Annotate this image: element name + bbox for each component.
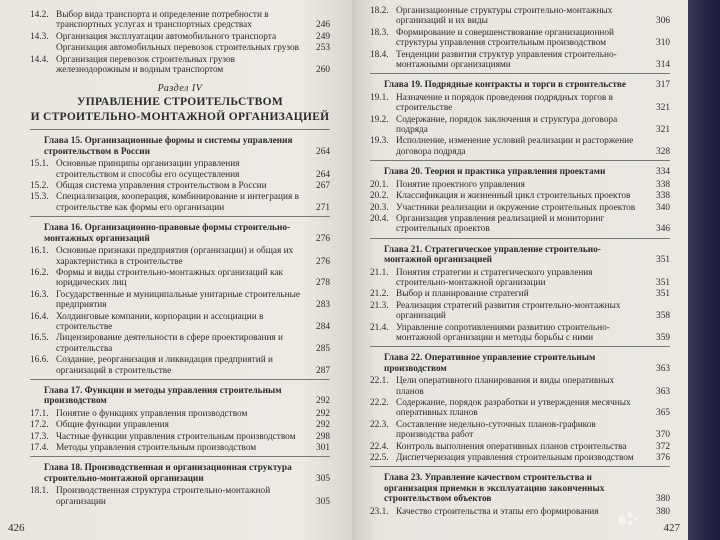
chapter-heading bbox=[30, 463, 330, 484]
entry-page-number: 284 bbox=[316, 321, 330, 332]
entry-page-number: 246 bbox=[316, 20, 330, 31]
entry-page-number: 314 bbox=[656, 60, 670, 71]
entry-page-number: 321 bbox=[656, 103, 670, 114]
chapter-heading bbox=[370, 167, 670, 177]
entry-page-number: 351 bbox=[656, 277, 670, 288]
entry-page-number: 292 bbox=[316, 396, 330, 407]
entry-title: Общая система управления строительством в России bbox=[56, 181, 267, 192]
toc-entry bbox=[30, 246, 330, 267]
toc-entry bbox=[30, 10, 330, 31]
toc-entry bbox=[370, 203, 670, 213]
toc-entry bbox=[30, 409, 330, 419]
entry-number: 17.3. bbox=[30, 431, 49, 442]
entry-title: Классификация и жизненный цикл строительных проектов bbox=[396, 191, 631, 202]
chapter-title: Глава 21. Стратегическое управление строительно-монтажной организацией bbox=[384, 244, 601, 266]
entry-page-number: 278 bbox=[316, 278, 330, 289]
section-heading bbox=[30, 83, 330, 123]
chapter-heading bbox=[370, 473, 670, 504]
toc-entry bbox=[370, 268, 670, 289]
entry-page-number: 338 bbox=[656, 179, 670, 190]
entry-title: Диспетчеризация управления строительным производством bbox=[396, 453, 634, 464]
entry-title: Основные принципы организации управления строительством и способы его осуществления bbox=[56, 159, 240, 180]
entry-number: 19.3. bbox=[370, 136, 389, 147]
chapter-title: Глава 18. Производственная и организационная структура строительно-монтажной организации bbox=[44, 463, 292, 484]
entry-page-number: 305 bbox=[316, 473, 330, 484]
right-toc-column bbox=[370, 6, 670, 518]
left-chapters bbox=[30, 129, 330, 507]
entry-page-number: 359 bbox=[656, 332, 670, 343]
entry-number: 20.3. bbox=[370, 202, 389, 213]
chapter-title: Глава 20. Теория и практика управления проектами bbox=[384, 167, 606, 178]
toc-entry bbox=[370, 191, 670, 201]
entry-title: Реализация стратегий развития строительно-монтажных организаций bbox=[396, 300, 621, 322]
toc-entry bbox=[370, 6, 670, 27]
entry-number: 19.2. bbox=[370, 114, 389, 125]
entry-title: Понятие о функциях управления производством bbox=[56, 408, 248, 419]
entry-title: Управление сопротивлениями развитию строительно-монтажной организации и методы борьбы с ними bbox=[396, 322, 610, 343]
right-chapters bbox=[370, 73, 670, 517]
entry-page-number: 283 bbox=[316, 300, 330, 311]
entry-page-number: 346 bbox=[656, 224, 670, 235]
entry-page-number: 306 bbox=[656, 16, 670, 27]
entry-page-number: 298 bbox=[316, 431, 330, 442]
toc-entry bbox=[30, 355, 330, 376]
entry-number: 22.5. bbox=[370, 453, 389, 464]
entry-page-number: 365 bbox=[656, 408, 670, 419]
entry-page-number: 260 bbox=[316, 65, 330, 76]
entry-title: Выбор вида транспорта и определение потребности в транспортных услугах и транспортных средствах bbox=[56, 10, 269, 31]
toc-entry bbox=[370, 376, 670, 397]
entry-page-number: 285 bbox=[316, 343, 330, 354]
chapter-divider bbox=[30, 379, 330, 380]
right-page bbox=[352, 0, 688, 540]
entry-title: Понятие проектного управления bbox=[396, 179, 525, 190]
entry-page-number: 305 bbox=[316, 496, 330, 507]
entry-number: 16.1. bbox=[30, 246, 49, 257]
chapter-divider bbox=[370, 160, 670, 161]
entry-page-number: 267 bbox=[316, 181, 330, 192]
entry-title: Общие функции управления bbox=[56, 420, 169, 431]
entry-title: Формирование и совершенствование организационной структуры управления строительным производством bbox=[396, 27, 615, 49]
entry-number: 19.1. bbox=[370, 92, 389, 103]
entry-page-number: 363 bbox=[656, 363, 670, 374]
entry-page-number: 358 bbox=[656, 311, 670, 322]
entry-number: 21.3. bbox=[370, 300, 389, 311]
section-title-line2: И СТРОИТЕЛЬНО-МОНТАЖНОЙ ОРГАНИЗАЦИЕЙ bbox=[30, 110, 330, 123]
entry-page-number: 363 bbox=[656, 386, 670, 397]
toc-entry bbox=[370, 442, 670, 452]
entry-page-number: 328 bbox=[656, 146, 670, 157]
entry-number: 15.3. bbox=[30, 192, 49, 203]
right-top-entries bbox=[370, 6, 670, 70]
entry-number: 15.1. bbox=[30, 159, 49, 170]
entry-page-number: 310 bbox=[656, 38, 670, 49]
entry-title: Создание, реорганизация и ликвидация предприятий и организаций в строительстве bbox=[56, 355, 273, 376]
entry-number: 18.2. bbox=[370, 6, 389, 16]
entry-title: Участники реализации и окружение строительных проектов bbox=[396, 202, 636, 213]
entry-number: 20.2. bbox=[370, 191, 389, 202]
chapter-heading bbox=[30, 136, 330, 157]
entry-title: Назначение и порядок проведения подрядных торгов в строительстве bbox=[396, 92, 614, 114]
entry-number: 21.1. bbox=[370, 267, 389, 278]
toc-entry bbox=[370, 398, 670, 419]
entry-page-number: 264 bbox=[316, 169, 330, 180]
chapter-divider bbox=[30, 216, 330, 217]
entry-title: Составление недельно-суточных планов-графиков производства работ bbox=[396, 419, 596, 441]
entry-number: 18.4. bbox=[370, 49, 389, 60]
toc-entry bbox=[370, 301, 670, 322]
entry-page-number: 317 bbox=[656, 80, 670, 91]
entry-page-number: 253 bbox=[316, 43, 330, 54]
entry-title: Качество строительства и этапы его формирования bbox=[396, 506, 599, 517]
entry-title: Организация эксплуатации автомобильного транспорта bbox=[56, 31, 277, 42]
entry-number: 18.3. bbox=[370, 27, 389, 38]
entry-page-number: 380 bbox=[656, 494, 670, 505]
entry-page-number: 351 bbox=[656, 255, 670, 266]
chapter-title: Глава 16. Организационно-правовые формы строительно-монтажных организаций bbox=[44, 223, 291, 244]
toc-entry bbox=[370, 50, 670, 71]
entry-title: Лицензирование деятельности в сфере проектирования и строительства bbox=[56, 333, 284, 354]
toc-entry bbox=[370, 289, 670, 299]
chapter-divider bbox=[370, 73, 670, 74]
chapter-divider bbox=[30, 456, 330, 457]
entry-number: 15.2. bbox=[30, 181, 49, 192]
toc-entry bbox=[370, 136, 670, 157]
entry-page-number: 380 bbox=[656, 506, 670, 517]
toc-entry bbox=[30, 43, 330, 53]
entry-title: Специализация, кооперация, комбинирование и интеграция в строительстве как формы его организации bbox=[56, 192, 299, 213]
entry-number: 16.3. bbox=[30, 289, 49, 300]
entry-page-number: 292 bbox=[316, 408, 330, 419]
toc-entry bbox=[370, 115, 670, 136]
entry-number: 14.2. bbox=[30, 10, 49, 20]
chapter-title: Глава 17. Функции и методы управления строительным производством bbox=[44, 385, 282, 407]
entry-title: Холдинговые компании, корпорации и ассоциации в строительстве bbox=[56, 311, 264, 332]
toc-entry bbox=[30, 181, 330, 191]
toc-entry bbox=[30, 290, 330, 311]
entry-number: 17.2. bbox=[30, 420, 49, 431]
section-label: Раздел IV bbox=[157, 83, 203, 95]
toc-entry bbox=[30, 312, 330, 333]
entry-title: Государственные и муниципальные унитарные строительные предприятия bbox=[56, 289, 300, 311]
entry-page-number: 338 bbox=[656, 191, 670, 202]
entry-title: Основные признаки предприятия (организации) и общая их характеристика в строительстве bbox=[56, 246, 294, 267]
entry-page-number: 321 bbox=[656, 125, 670, 136]
toc-entry bbox=[30, 443, 330, 453]
chapter-divider bbox=[370, 346, 670, 347]
entry-page-number: 264 bbox=[316, 146, 330, 157]
entry-number: 22.3. bbox=[370, 419, 389, 430]
entry-page-number: 370 bbox=[656, 430, 670, 441]
entry-page-number: 376 bbox=[656, 453, 670, 464]
chapter-divider bbox=[370, 466, 670, 467]
toc-entry bbox=[370, 214, 670, 235]
page-number-right: 427 bbox=[663, 522, 680, 534]
entry-title: Организационные структуры строительно-монтажных организаций и их виды bbox=[396, 6, 613, 27]
book-cover-edge bbox=[688, 0, 720, 540]
entry-number: 17.4. bbox=[30, 443, 49, 453]
toc-entry bbox=[370, 93, 670, 114]
entry-number: 23.1. bbox=[370, 506, 389, 517]
entry-number: 18.1. bbox=[30, 486, 49, 497]
page-number-left: 426 bbox=[8, 522, 25, 534]
entry-number: 17.1. bbox=[30, 408, 49, 419]
chapter-title: Глава 15. Организационные формы и системы управления строительством в России bbox=[44, 136, 293, 157]
entry-title: Понятия стратегии и стратегического управления строительно-монтажной организации bbox=[396, 267, 593, 288]
entry-number: 16.5. bbox=[30, 333, 49, 344]
toc-entry bbox=[30, 432, 330, 442]
entry-page-number: 276 bbox=[316, 233, 330, 244]
entry-title: Исполнение, изменение условий реализации и расторжение договора подряда bbox=[396, 136, 634, 157]
left-toc-column bbox=[30, 10, 330, 508]
entry-title: Выбор и планирование стратегий bbox=[396, 289, 529, 300]
entry-title: Частные функции управления строительным производством bbox=[56, 431, 296, 442]
entry-title: Тенденции развития структур управления строительно-монтажными организациями bbox=[396, 49, 617, 71]
chapter-heading bbox=[370, 245, 670, 266]
entry-page-number: 351 bbox=[656, 289, 670, 300]
toc-entry bbox=[370, 453, 670, 463]
toc-entry bbox=[370, 180, 670, 190]
entry-page-number: 249 bbox=[316, 31, 330, 42]
toc-entry bbox=[30, 159, 330, 180]
toc-entry bbox=[370, 420, 670, 441]
entry-number: 20.1. bbox=[370, 179, 389, 190]
entry-title: Формы и виды строительно-монтажных организаций как юридических лиц bbox=[56, 267, 283, 289]
entry-page-number: 271 bbox=[316, 202, 330, 213]
section-title-line1: УПРАВЛЕНИЕ СТРОИТЕЛЬСТВОМ bbox=[77, 96, 283, 109]
entry-number: 16.2. bbox=[30, 267, 49, 278]
entry-page-number: 276 bbox=[316, 256, 330, 267]
left-page bbox=[0, 0, 352, 540]
entry-title: Организация перевозок строительных грузов железнодорожным и водным транспортом bbox=[56, 54, 236, 76]
entry-title: Производственная структура строительно-монтажной организации bbox=[56, 486, 271, 507]
entry-page-number: 287 bbox=[316, 365, 330, 376]
entry-number: 22.1. bbox=[370, 376, 389, 387]
entry-number: 22.4. bbox=[370, 441, 389, 452]
toc-entry bbox=[30, 268, 330, 289]
entry-title: Организация управления реализацией и мониторинг строительных проектов bbox=[396, 213, 605, 235]
chapter-divider bbox=[370, 238, 670, 239]
toc-entry bbox=[370, 323, 670, 344]
toc-entry bbox=[30, 333, 330, 354]
entry-number: 14.3. bbox=[30, 31, 49, 42]
entry-page-number: 340 bbox=[656, 202, 670, 213]
entry-number: 16.4. bbox=[30, 311, 49, 322]
entry-page-number: 334 bbox=[656, 167, 670, 178]
entry-number: 21.2. bbox=[370, 289, 389, 300]
entry-page-number: 372 bbox=[656, 441, 670, 452]
entry-number: 20.4. bbox=[370, 213, 389, 224]
chapter-heading bbox=[30, 386, 330, 407]
toc-entry bbox=[370, 28, 670, 49]
entry-page-number: 292 bbox=[316, 420, 330, 431]
entry-number: 16.6. bbox=[30, 355, 49, 366]
toc-entry bbox=[30, 420, 330, 430]
chapter-heading bbox=[370, 80, 670, 90]
avito-logo-icon bbox=[616, 508, 670, 528]
entry-title: Методы управления строительным производством bbox=[56, 443, 257, 453]
entry-number: 14.4. bbox=[30, 54, 49, 65]
chapter-title: Глава 23. Управление качеством строительства и организация приемки в эксплуатацию законченных строительством объектов bbox=[384, 473, 605, 505]
entry-title: Содержание, порядок заключения и структура договора подряда bbox=[396, 114, 618, 136]
toc-entry bbox=[30, 32, 330, 42]
entry-page-number: 301 bbox=[316, 443, 330, 453]
entry-number: 22.2. bbox=[370, 398, 389, 408]
toc-entry bbox=[30, 192, 330, 213]
entry-title: Содержание, порядок разработки и утверждения месячных оперативных планов bbox=[396, 398, 631, 419]
left-top-entries bbox=[30, 10, 330, 75]
entry-title: Организация автомобильных перевозок строительных грузов bbox=[56, 43, 300, 54]
chapter-divider bbox=[30, 129, 330, 130]
entry-title: Цели оперативного планирования и виды оперативных планов bbox=[396, 376, 615, 397]
entry-number: 21.4. bbox=[370, 322, 389, 333]
entry-title: Контроль выполнения оперативных планов строительства bbox=[396, 441, 627, 452]
chapter-title: Глава 22. Оперативное управление строительным производством bbox=[384, 353, 596, 374]
toc-entry bbox=[30, 486, 330, 507]
chapter-heading bbox=[370, 353, 670, 374]
toc-entry bbox=[30, 55, 330, 76]
chapter-title: Глава 19. Подрядные контракты и торги в строительстве bbox=[384, 80, 627, 91]
chapter-heading bbox=[30, 223, 330, 244]
